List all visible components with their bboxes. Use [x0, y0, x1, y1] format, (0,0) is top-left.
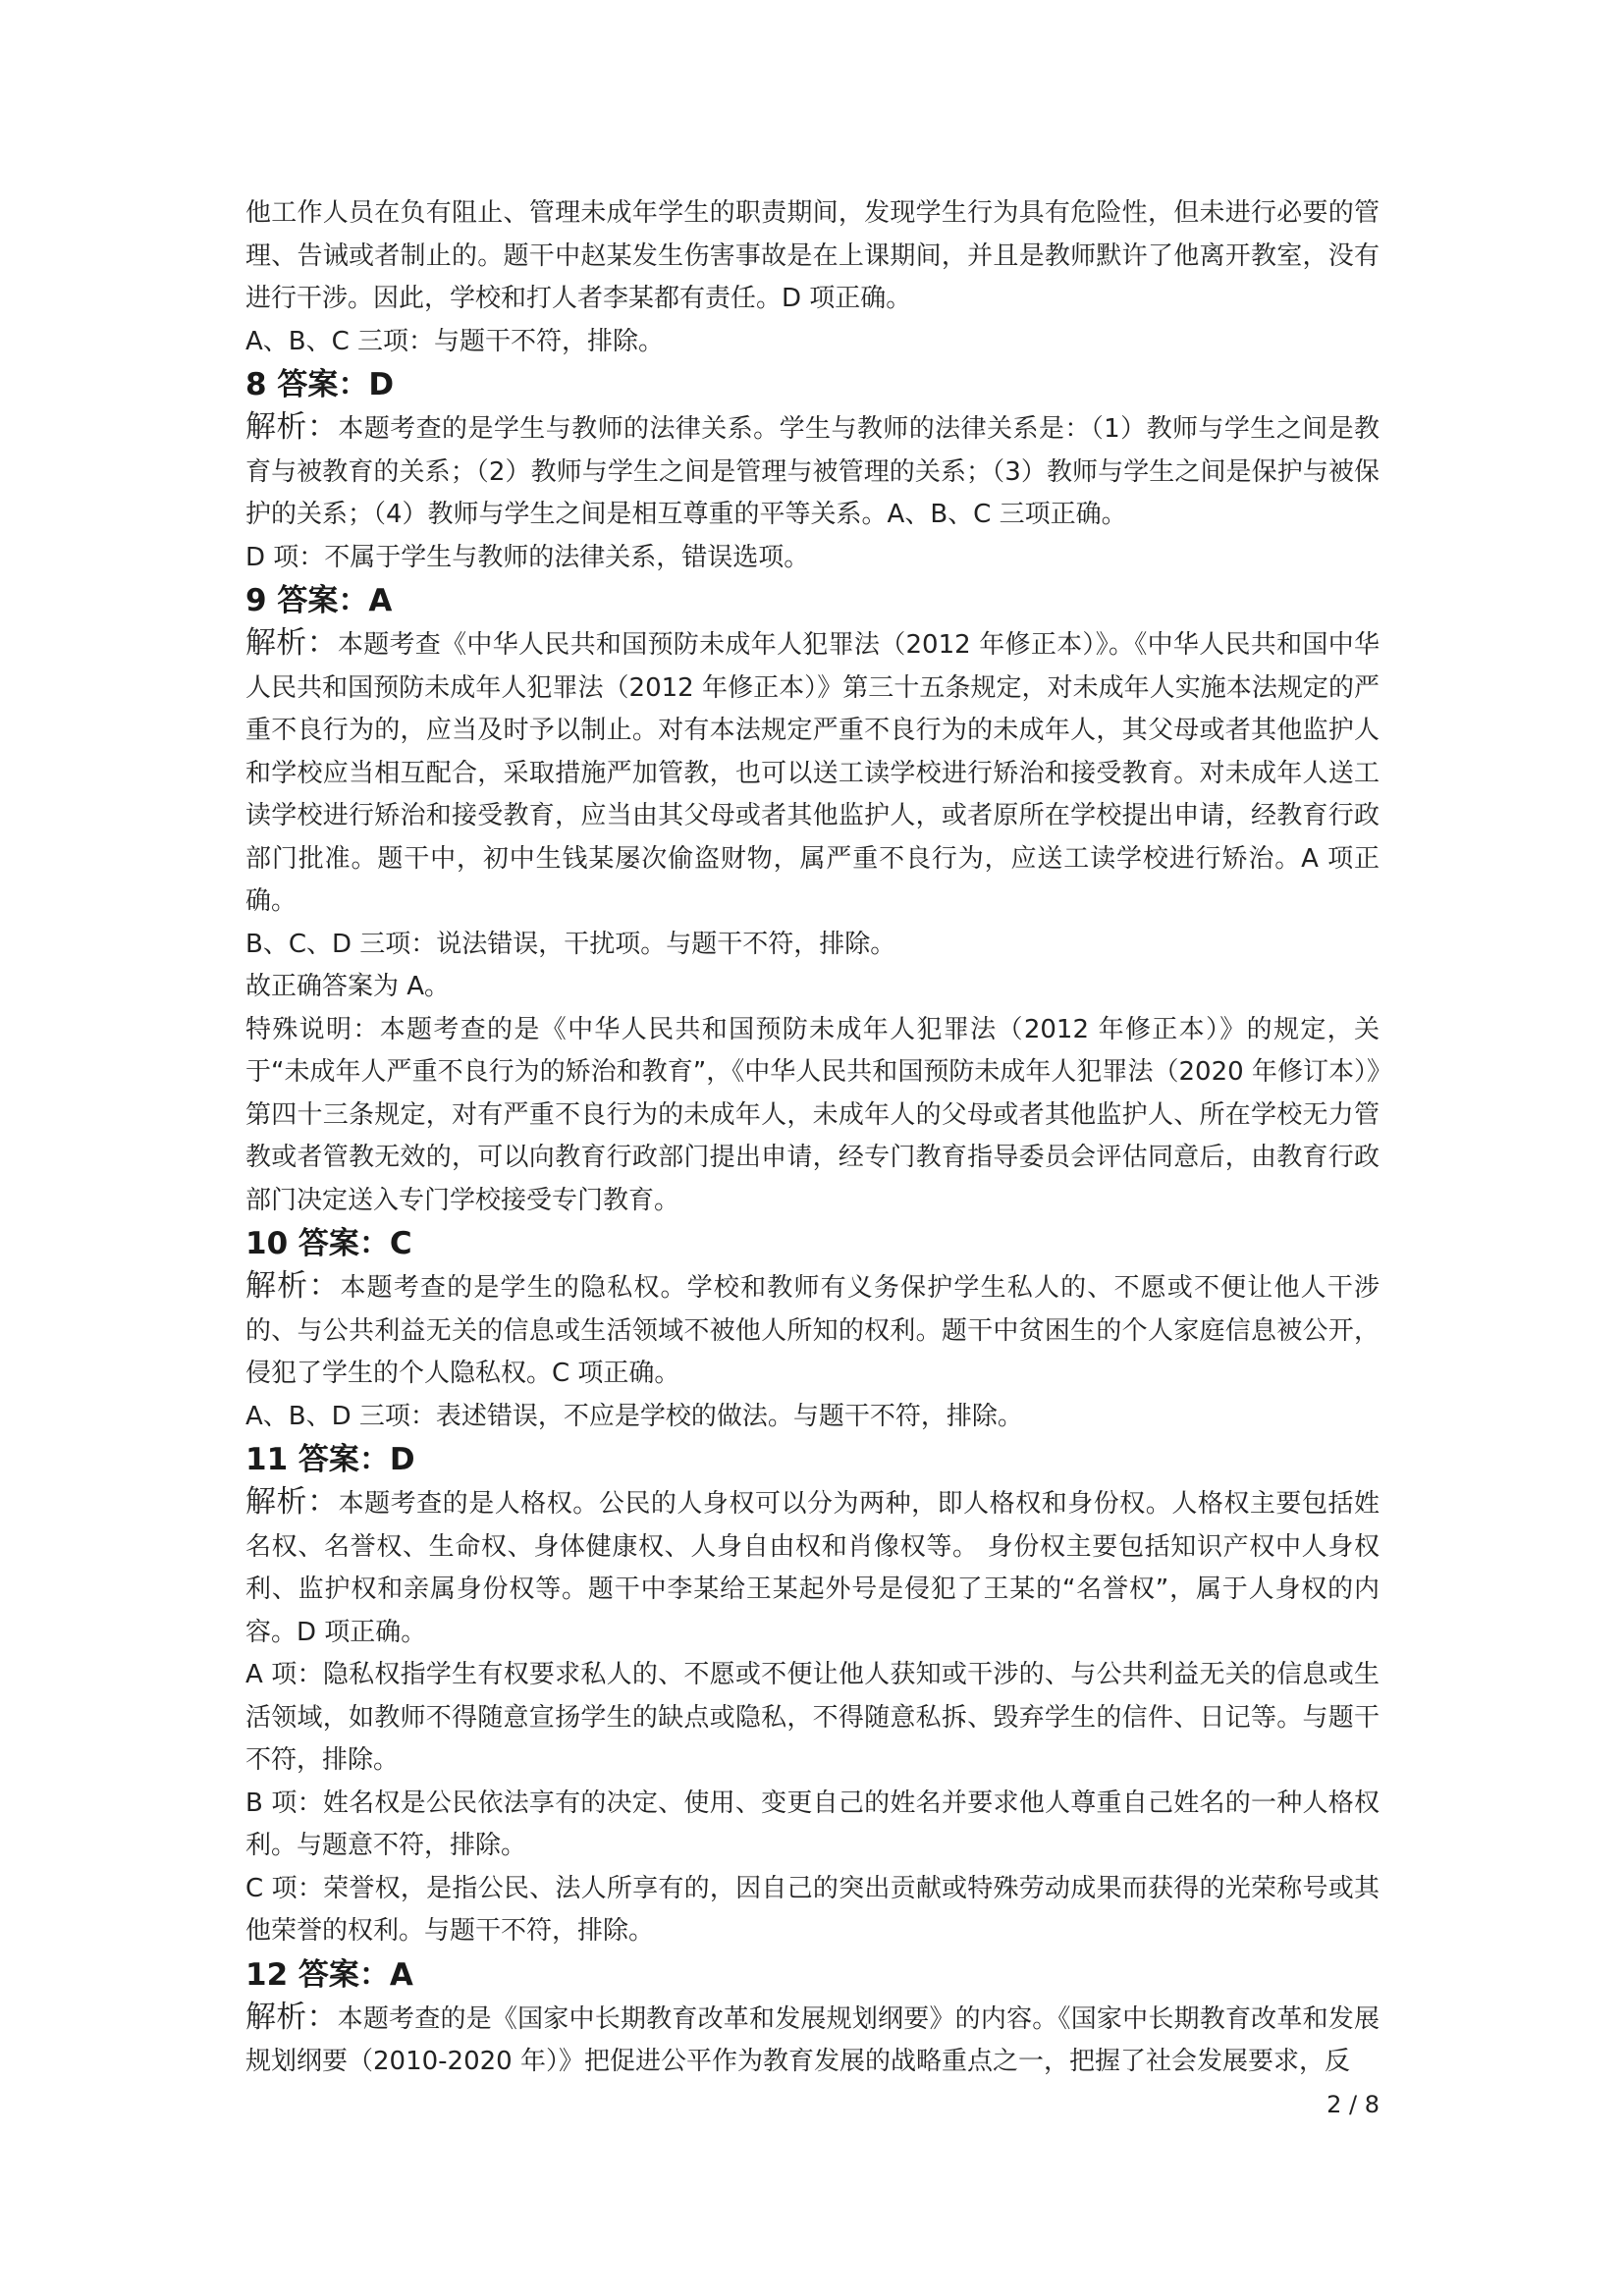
document-body	[245, 192, 1380, 2084]
analysis-text: 本题考查《中华人民共和国预防未成年人犯罪法（2012 年修正本）》。《中华人民共和国中华人民共和国预防未成年人犯罪法（2012 年修正本）》第三十五条规定，对未成年人实施本法规定的严重不良行为的，应当及时予以制止。对有本法规定严重不良行为的未成年人，其父母或者其他监护人和学校应当相互配合，采取措施严加管教，也可以送工读学校进行矫治和接受教育。对未成年人送工读学校进行矫治和接受教育，应当由其父母或者其他监护人，或者原所在学校提出申请，经教育行政部门批准。题干中，初中生钱某屡次偷盗财物，属严重不良行为，应送工读学校进行矫治。A 项正确。	[245, 630, 1380, 916]
analysis-text: 本题考查的是人格权。公民的人身权可以分为两种，即人格权和身份权。人格权主要包括姓名权、名誉权、生命权、身体健康权、人身自由权和肖像权等。 身份权主要包括知识产权中人身权利、监护权和亲属身份权等。题干中李某给王某起外号是侵犯了王某的“名誉权”，属于人身权的内容。D 项正确。	[245, 1489, 1380, 1647]
analysis-paragraph	[245, 1265, 1380, 1396]
analysis-paragraph	[245, 406, 1380, 537]
answer-heading: 10 答案：C	[245, 1226, 412, 1261]
paragraph: D 项：不属于学生与教师的法律关系，错误选项。	[245, 542, 810, 572]
analysis-label: 解析：	[245, 625, 338, 661]
analysis-label: 解析：	[245, 1999, 338, 2035]
analysis-paragraph	[245, 622, 1380, 924]
paragraph: A、B、C 三项：与题干不符，排除。	[245, 326, 665, 356]
answer-heading: 12 答案：A	[245, 1956, 413, 1993]
analysis-paragraph	[245, 1481, 1380, 1654]
paragraph: B、C、D 三项：说法错误，干扰项。与题干不符，排除。	[245, 929, 896, 959]
page-number: 2 / 8	[1326, 2091, 1380, 2118]
analysis-label: 解析：	[245, 409, 339, 445]
analysis-text: 本题考查的是《国家中长期教育改革和发展规划纲要》的内容。《国家中长期教育改革和发展规划纲要（2010-2020 年）》把促进公平作为教育发展的战略重点之一，把握了社会发展要求，反	[245, 2003, 1380, 2076]
analysis-label: 解析：	[245, 1484, 339, 1520]
analysis-text: 本题考查的是学生的隐私权。学校和教师有义务保护学生私人的、不愿或不便让他人干涉的、与公共利益无关的信息或生活领域不被他人所知的权利。题干中贫困生的个人家庭信息被公开，侵犯了学生的个人隐私权。C 项正确。	[245, 1273, 1380, 1388]
paragraph: A 项：隐私权指学生有权要求私人的、不愿或不便让他人获知或干涉的、与公共利益无关的信息或生活领域，如教师不得随意宣扬学生的缺点或隐私，不得随意私拆、毁弃学生的信件、日记等。与题干不符，排除。	[245, 1660, 1380, 1775]
paragraph: A、B、D 三项：表述错误，不应是学校的做法。与题干不符，排除。	[245, 1401, 1023, 1431]
paragraph: B 项：姓名权是公民依法享有的决定、使用、变更自己的姓名并要求他人尊重自己姓名的一种人格权利。与题意不符，排除。	[245, 1788, 1380, 1860]
paragraph: 特殊说明：本题考查的是《中华人民共和国预防未成年人犯罪法（2012 年修正本）》的规定，关于“未成年人严重不良行为的矫治和教育”，《中华人民共和国预防未成年人犯罪法（2020 年修订本）》第四十三条规定，对有严重不良行为的未成年人，未成年人的父母或者其他监护人、所在学校无力管教或者管教无效的，可以向教育行政部门提出申请，经专门教育指导委员会评估同意后，由教育行政部门决定送入专门学校接受专门教育。	[245, 1014, 1380, 1215]
answer-heading: 9 答案：A	[245, 583, 393, 618]
analysis-paragraph	[245, 1997, 1380, 2084]
analysis-text: 本题考查的是学生与教师的法律关系。学生与教师的法律关系是：（1）教师与学生之间是教育与被教育的关系；（2）教师与学生之间是管理与被管理的关系；（3）教师与学生之间是保护与被保护的关系；（4）教师与学生之间是相互尊重的平等关系。A、B、C 三项正确。	[245, 414, 1380, 529]
paragraph: 故正确答案为 A。	[245, 972, 451, 1001]
answer-heading: 11 答案：D	[245, 1442, 415, 1477]
analysis-label: 解析：	[245, 1268, 341, 1304]
paragraph: 他工作人员在负有阻止、管理未成年学生的职责期间，发现学生行为具有危险性，但未进行必要的管理、告诫或者制止的。题干中赵某发生伤害事故是在上课期间，并且是教师默许了他离开教室，没有进行干涉。因此，学校和打人者李某都有责任。D 项正确。	[245, 198, 1380, 313]
answer-heading: 8 答案：D	[245, 367, 395, 402]
paragraph: C 项：荣誉权，是指公民、法人所享有的，因自己的突出贡献或特殊劳动成果而获得的光荣称号或其他荣誉的权利。与题干不符，排除。	[245, 1873, 1380, 1946]
